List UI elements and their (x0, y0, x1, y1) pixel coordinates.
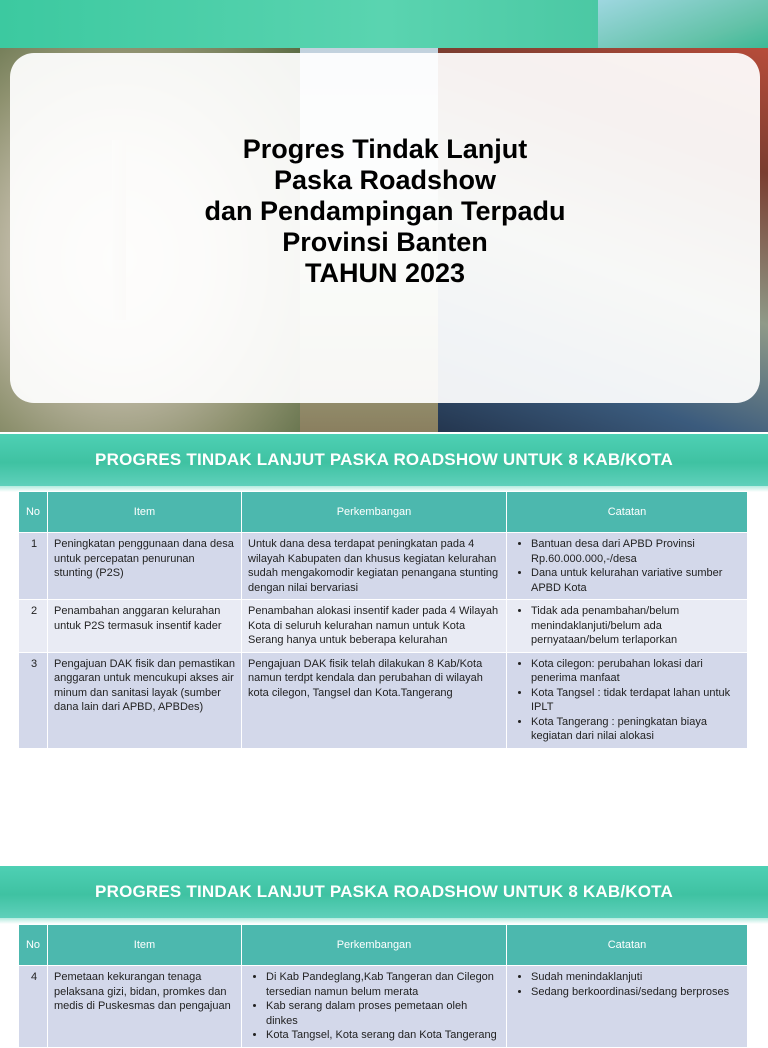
header-perkembangan: Perkembangan (242, 492, 507, 533)
table-row (19, 600, 748, 653)
table-row (19, 652, 748, 748)
row-perkembangan: Untuk dana desa terdapat peningkatan pada 4 wilayah Kabupaten dan khusus kegiatan kelurahan sudah mengakomodir kegiatan penangana stunting dengan nilai bervariasi (242, 533, 507, 600)
perkembangan-item: • Kab serang dalam proses pemetaan oleh dinkes (266, 999, 500, 1028)
row-no: 1 (19, 533, 48, 600)
row-item: Pengajuan DAK fisik dan pemastikan anggaran untuk mencukupi akses air minum dan sanitasi layak (sumber dana lain dari APBD, APBDes) (48, 652, 242, 748)
row-item: Penambahan anggaran kelurahan untuk P2S termasuk insentif kader (48, 600, 242, 653)
row-perkembangan: Penambahan alokasi insentif kader pada 4 Wilayah Kota di seluruh kelurahan namun untuk Kota Serang hanya untuk beberapa kelurahan (242, 600, 507, 653)
row-item: Pemetaan kekurangan tenaga pelaksana gizi, bidan, promkes dan medis di Puskesmas dan pengajuan (48, 966, 242, 1048)
row-perkembangan: Pengajuan DAK fisik telah dilakukan 8 Kab/Kota namun terdpt kendala dan perubahan di wilayah kota cilegon, Tangsel dan Kota.Tangerang (242, 652, 507, 748)
row-catatan (507, 966, 748, 1048)
perkembangan-item: • Kota Tangsel, Kota serang dan Kota Tangerang (266, 1028, 500, 1043)
progress-slide-2 (0, 866, 768, 1041)
slide-banner: PROGRES TINDAK LANJUT PASKA ROADSHOW UNTUK 8 KAB/KOTA (0, 866, 768, 918)
title-slide (0, 0, 768, 432)
catatan-item: • Sedang berkoordinasi/sedang berproses (531, 985, 741, 1000)
row-item: Peningkatan penggunaan dana desa untuk percepatan penurunan stunting (P2S) (48, 533, 242, 600)
slide-banner: PROGRES TINDAK LANJUT PASKA ROADSHOW UNTUK 8 KAB/KOTA (0, 434, 768, 486)
table-row (19, 533, 748, 600)
progress-table (18, 491, 748, 749)
header-no: No (19, 925, 48, 966)
title-line: TAHUN 2023 (304, 258, 466, 288)
perkembangan-item: • Di Kab Pandeglang,Kab Tangeran dan Cilegon tersedian namun belum merata (266, 970, 500, 999)
row-catatan (507, 533, 748, 600)
title-line: dan Pendampingan Terpadu (204, 196, 566, 226)
table-row (19, 966, 748, 1048)
table-header-row (19, 925, 748, 966)
progress-table (18, 924, 748, 1048)
row-catatan (507, 600, 748, 653)
row-catatan (507, 652, 748, 748)
presentation-title (10, 134, 760, 289)
row-no: 2 (19, 600, 48, 653)
table-header-row (19, 492, 748, 533)
header-catatan: Catatan (507, 925, 748, 966)
title-line: Provinsi Banten (282, 227, 488, 257)
header-perkembangan: Perkembangan (242, 925, 507, 966)
progress-slide-1 (0, 432, 768, 832)
catatan-item: • Kota Tangerang : peningkatan biaya kegiatan dari nilai alokasi (531, 715, 741, 744)
header-item: Item (48, 492, 242, 533)
catatan-item: • Tidak ada penambahan/belum menindaklanjuti/belum ada pernyataan/belum terlaporkan (531, 604, 741, 648)
catatan-item: • Sudah menindaklanjuti (531, 970, 741, 985)
catatan-item: • Kota cilegon: perubahan lokasi dari penerima manfaat (531, 657, 741, 686)
title-line: Progres Tindak Lanjut (242, 134, 528, 164)
catatan-item: • Dana untuk kelurahan variative sumber APBD Kota (531, 566, 741, 595)
catatan-item: • Kota Tangsel : tidak terdapat lahan untuk IPLT (531, 686, 741, 715)
title-slide-top-bar-accent (598, 0, 768, 48)
header-catatan: Catatan (507, 492, 748, 533)
title-line: Paska Roadshow (273, 165, 497, 195)
header-no: No (19, 492, 48, 533)
row-no: 4 (19, 966, 48, 1048)
row-perkembangan (242, 966, 507, 1048)
catatan-item: • Bantuan desa dari APBD Provinsi Rp.60.000.000,-/desa (531, 537, 741, 566)
row-no: 3 (19, 652, 48, 748)
header-item: Item (48, 925, 242, 966)
